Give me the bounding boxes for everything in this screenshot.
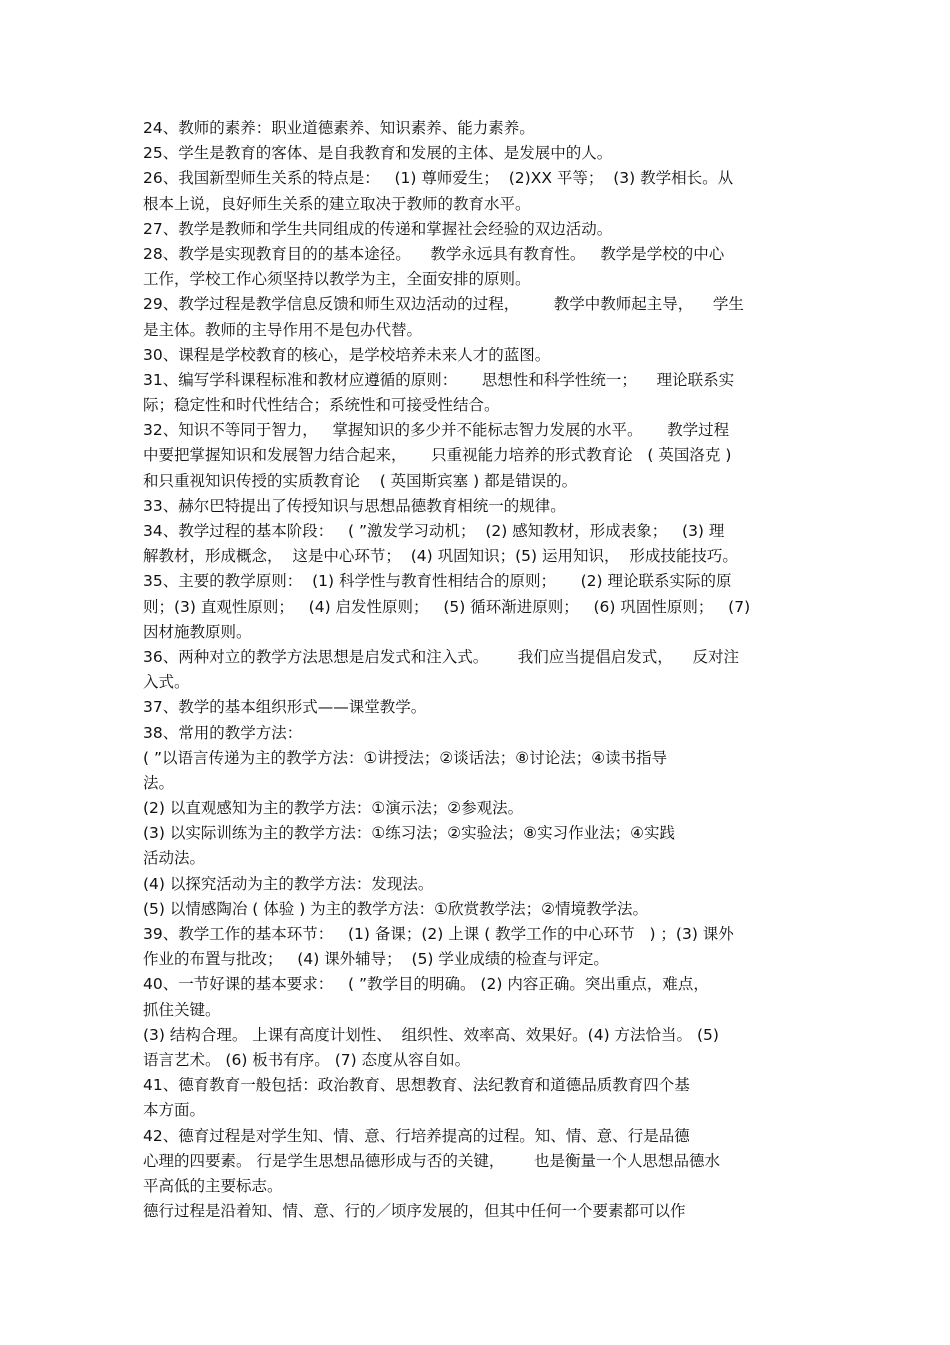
- text-line: 39、教学工作的基本环节： (1) 备课；(2) 上课 ( 教学工作的中心环节 ) ；(3) 课外: [143, 925, 734, 943]
- text-line: 24、教师的素养：职业道德素养、知识素养、能力素养。: [143, 119, 535, 137]
- text-line: (3) 以实际训练为主的教学方法：①练习法；②实验法；⑧实习作业法；④实践: [143, 824, 675, 843]
- text-line: 27、教学是教师和学生共同组成的传递和掌握社会经验的双边活动。: [143, 219, 613, 238]
- text-line: 32、知识不等同于智力， 掌握知识的多少并不能标志智力发展的水平。 教学过程: [143, 421, 730, 440]
- text-line: 36、两种对立的教学方法思想是启发式和注入式。 我们应当提倡启发式， 反对注: [143, 647, 739, 666]
- text-line: (4) 以探究活动为主的教学方法：发现法。: [143, 874, 434, 893]
- text-line: 40、一节好课的基本要求： ( ”教学目的明确。 (2) 内容正确。突出重点，难点，: [143, 975, 709, 994]
- text-line: 42、德育过程是对学生知、情、意、行培养提高的过程。知、情、意、行是品德: [143, 1126, 690, 1145]
- text-line: (2) 以直观感知为主的教学方法：①演示法；②参观法。: [143, 799, 524, 818]
- text-line: 和只重视知识传授的实质教育论 ( 英国斯宾塞 ) 都是错误的。: [143, 471, 578, 490]
- text-line: 25、学生是教育的客体、是自我教育和发展的主体、是发展中的人。: [143, 144, 613, 163]
- text-line: 38、常用的教学方法：: [143, 723, 303, 742]
- text-line: 入式。: [143, 673, 190, 692]
- text-line: 26、我国新型师生关系的特点是： (1) 尊师爱生； (2)XX 平等； (3) 教学相长。从: [143, 169, 734, 188]
- text-line: 是主体。教师的主导作用不是包办代替。: [143, 320, 423, 339]
- text-line: 心理的四要素。 行是学生思想品德形成与否的关键， 也是衡量一个人思想品德水: [143, 1151, 720, 1170]
- text-line: 28、教学是实现教育目的的基本途径。 教学永远具有教育性。 教学是学校的中心: [143, 244, 725, 263]
- text-line: (5) 以情感陶冶 ( 体验 ) 为主的教学方法：①欣赏教学法；②情境教学法。: [143, 899, 648, 918]
- text-line: 30、课程是学校教育的核心，是学校培养未来人才的蓝图。: [143, 345, 551, 364]
- text-line: 解教材，形成概念， 这是中心环节； (4) 巩固知识；(5) 运用知识， 形成技能技巧。: [143, 547, 738, 566]
- text-line: 法。: [143, 773, 175, 792]
- text-line: 语言艺术。 (6) 板书有序。 (7) 态度从容自如。: [143, 1050, 471, 1069]
- text-line: 德行过程是沿着知、情、意、行的／顷序发展的，但其中任何一个要素都可以作: [143, 1202, 686, 1221]
- text-line: 平高低的主要标志。: [143, 1176, 283, 1195]
- text-line: 作业的布置与批改； (4) 课外辅导； (5) 学业成绩的检查与评定。: [143, 950, 609, 969]
- text-line: 41、德育教育一般包括：政治教育、思想教育、法纪教育和道德品质教育四个基: [143, 1076, 690, 1095]
- text-line: 35、主要的教学原则： (1) 科学性与教育性相结合的原则； (2) 理论联系实际的原: [143, 572, 732, 591]
- text-line: 33、赫尔巴特提出了传授知识与思想品德教育相统一的规律。: [143, 496, 566, 515]
- text-line: 抓住关键。: [143, 1000, 221, 1019]
- text-line: 31、编写学科课程标准和教材应遵循的原则： 思想性和科学性统一； 理论联系实: [143, 370, 735, 389]
- document-body: [143, 116, 809, 1224]
- text-line: 根本上说，良好师生关系的建立取决于教师的教育水平。: [143, 194, 531, 213]
- text-line: 际；稳定性和时代性结合；系统性和可接受性结合。: [143, 396, 500, 415]
- text-line: 37、教学的基本组织形式——课堂教学。: [143, 698, 427, 717]
- text-line: 中要把掌握知识和发展智力结合起来， 只重视能力培养的形式教育论 ( 英国洛克 ): [143, 446, 732, 465]
- text-line: 则；(3) 直观性原则； (4) 启发性原则； (5) 循环渐进原则； (6) 巩固性原则； (7): [143, 597, 751, 616]
- text-line: ( ”以语言传递为主的教学方法：①讲授法；②谈话法；⑧讨论法；④读书指导: [143, 748, 668, 767]
- text-line: 因材施教原则。: [143, 622, 252, 641]
- text-line: 本方面。: [143, 1101, 206, 1120]
- text-line: 工作，学校工作心须坚持以教学为主，全面安排的原则。: [143, 270, 531, 289]
- text-line: (3) 结构合理。 上课有高度计划性、 组织性、效率高、效果好。(4) 方法恰当。 (5): [143, 1025, 719, 1044]
- text-line: 34、教学过程的基本阶段： ( ”激发学习动机； (2) 感知教材，形成表象； (3) 理: [143, 522, 725, 540]
- text-line: 29、教学过程是教学信息反馈和师生双边活动的过程， 教学中教师起主导， 学生: [143, 295, 744, 314]
- text-line: 活动法。: [143, 849, 206, 868]
